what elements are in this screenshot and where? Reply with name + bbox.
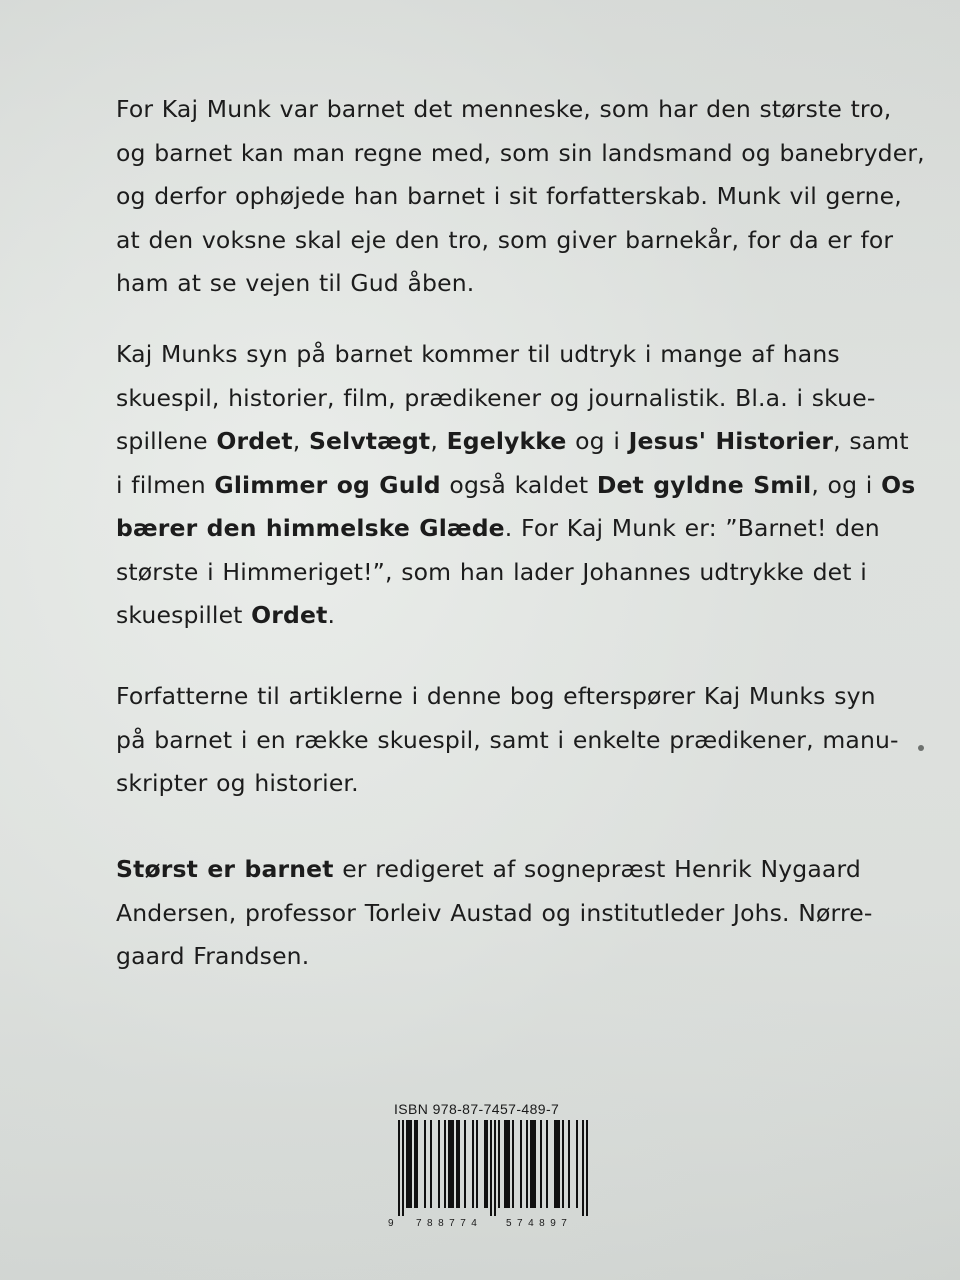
- barcode-bar: [532, 1120, 534, 1208]
- text-line: og derfor ophøjede han barnet i sit forfatterskab. Munk vil gerne,: [116, 182, 902, 210]
- text-run: er redigeret af sognepræst Henrik Nygaard: [333, 855, 861, 883]
- barcode-bar: [530, 1120, 532, 1208]
- text-run: .: [327, 601, 336, 629]
- barcode-digits-right: 574897: [506, 1218, 573, 1229]
- barcode-bar: [508, 1120, 510, 1208]
- work-title-egelykke: Egelykke: [446, 427, 567, 455]
- barcode-bar: [424, 1120, 426, 1208]
- barcode-bar: [546, 1120, 548, 1208]
- work-title-glimmer-og-guld: Glimmer og Guld: [214, 470, 441, 499]
- work-title-jesus-historier: Jesus' Historier: [628, 427, 834, 455]
- blurb-paragraph-3: [116, 675, 899, 806]
- text-line: [116, 464, 916, 508]
- barcode-bar: [430, 1120, 432, 1208]
- text-line: ham at se vejen til Gud åben.: [116, 269, 475, 297]
- barcode-bar: [456, 1120, 458, 1208]
- barcode-bar: [558, 1120, 560, 1208]
- blurb-paragraph-2: [116, 333, 916, 638]
- text-run: . For Kaj Munk er: ”Barnet! den: [504, 514, 880, 542]
- barcode-bar: [486, 1120, 488, 1208]
- barcode-bar: [402, 1120, 404, 1216]
- work-title-ordet: Ordet: [216, 427, 293, 455]
- work-title-det-gyldne-smil: Det gyldne Smil: [596, 470, 812, 499]
- editors-paragraph: [116, 848, 876, 979]
- barcode-bar: [556, 1120, 558, 1208]
- barcode-bar: [406, 1120, 408, 1208]
- barcode-bar: [494, 1120, 496, 1216]
- text-line: skuespil, historier, film, prædikener og journalistik. Bl.a. i skue-: [116, 383, 876, 412]
- text-run: skuespillet: [116, 601, 252, 629]
- book-title: Størst er barnet: [116, 855, 334, 883]
- text-run: i filmen: [116, 470, 215, 499]
- barcode-bar: [398, 1120, 400, 1216]
- text-run: , samt: [833, 427, 909, 455]
- barcode-bar: [512, 1120, 514, 1208]
- text-line: [116, 848, 876, 892]
- text-run: ,: [292, 427, 309, 455]
- barcode-digits: [388, 1218, 598, 1232]
- barcode-bar: [484, 1120, 486, 1208]
- text-run: spillene: [116, 427, 217, 455]
- work-title-ordet: Ordet: [251, 601, 328, 629]
- text-line: på barnet i en række skuespil, samt i enkelte prædikener, manu-: [116, 725, 899, 754]
- text-line: største i Himmeriget!”, som han lader Johannes udtrykke det i: [116, 557, 867, 586]
- barcode-bar: [416, 1120, 418, 1208]
- work-title-os-part: Os: [881, 470, 916, 499]
- barcode-bar: [554, 1120, 556, 1208]
- barcode-bar: [534, 1120, 536, 1208]
- barcode-bar: [450, 1120, 452, 1208]
- barcode-bar: [444, 1120, 446, 1208]
- text-line: [116, 507, 880, 551]
- text-line: [116, 594, 876, 638]
- barcode-bar: [568, 1120, 570, 1208]
- text-run: , og i: [811, 470, 882, 499]
- barcode-icon: [388, 1120, 598, 1218]
- text-line: Kaj Munks syn på barnet kommer til udtryk i mange af hans: [116, 340, 840, 368]
- text-line: gaard Frandsen.: [116, 942, 310, 970]
- text-line: og barnet kan man regne med, som sin landsmand og banebryder,: [116, 138, 925, 167]
- text-run: også kaldet: [440, 470, 597, 499]
- text-line: Andersen, professor Torleiv Austad og institutleder Johs. Nørre-: [116, 898, 873, 927]
- barcode-bar: [410, 1120, 412, 1208]
- isbn-barcode-block: [388, 1100, 598, 1232]
- barcode-bar: [472, 1120, 474, 1208]
- barcode-bar: [408, 1120, 410, 1208]
- barcode-bar: [582, 1120, 584, 1216]
- barcode-bar: [586, 1120, 588, 1216]
- barcode-bar: [458, 1120, 460, 1208]
- barcode-bar: [540, 1120, 542, 1208]
- barcode-bar: [498, 1120, 500, 1208]
- text-run: og i: [566, 427, 629, 455]
- text-line: at den voksne skal eje den tro, som giver barnekår, for da er for: [116, 225, 894, 254]
- text-line: For Kaj Munk var barnet det menneske, som har den største tro,: [116, 95, 892, 123]
- barcode-bar: [438, 1120, 440, 1208]
- barcode-bar: [414, 1120, 416, 1208]
- text-line: Forfatterne til artiklerne i denne bog efterspører Kaj Munks syn: [116, 682, 876, 710]
- text-line: skripter og historier.: [116, 769, 359, 797]
- text-run: ,: [430, 427, 447, 455]
- barcode-bar: [476, 1120, 478, 1208]
- text-line: [116, 420, 909, 464]
- work-title-selvtaegt: Selvtægt: [308, 427, 431, 455]
- barcode-bar: [562, 1120, 564, 1208]
- barcode-bar: [452, 1120, 454, 1208]
- barcode-digits-left: 788774: [416, 1218, 483, 1229]
- barcode-bar: [506, 1120, 508, 1208]
- barcode-bar: [520, 1120, 522, 1208]
- work-title-baerer-den-himmelske-glaede: bærer den himmelske Glæde: [116, 514, 505, 542]
- barcode-bar: [504, 1120, 506, 1208]
- barcode-bar: [576, 1120, 578, 1208]
- barcode-bar: [464, 1120, 466, 1208]
- blurb-paragraph-1: [116, 88, 925, 306]
- barcode-bar: [526, 1120, 528, 1208]
- barcode-bar: [490, 1120, 492, 1216]
- barcode-bar: [448, 1120, 450, 1208]
- print-speck: [918, 745, 924, 751]
- isbn-label: ISBN 978-87-7457-489-7: [394, 1101, 560, 1117]
- barcode-digit-first: 9: [388, 1218, 394, 1229]
